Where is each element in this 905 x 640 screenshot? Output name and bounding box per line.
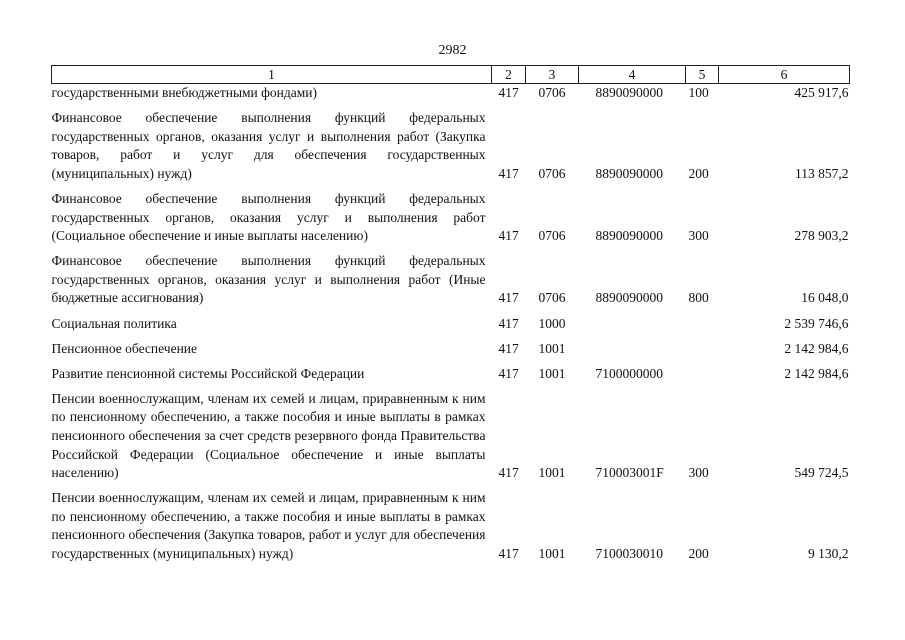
row-expense-type: 800 bbox=[688, 290, 709, 306]
row-target-article: 8890090000 bbox=[595, 165, 663, 181]
row-amount: 2 539 746,6 bbox=[784, 315, 849, 331]
header-row bbox=[52, 66, 850, 84]
page-number: 2982 bbox=[438, 43, 467, 58]
table-row bbox=[52, 383, 850, 482]
table-row bbox=[52, 246, 850, 308]
row-amount: 549 724,5 bbox=[794, 465, 849, 481]
row-description: Финансовое обеспечение выполнения функций федеральных государственных органов, оказания услуг и выполнения работ (Социальное обеспечение и иные выплаты населению) bbox=[51, 190, 486, 244]
row-grbs-code: 417 bbox=[498, 546, 519, 562]
row-expense-type: 300 bbox=[688, 228, 709, 244]
row-expense-type bbox=[686, 358, 719, 383]
row-description: Социальная политика bbox=[51, 315, 177, 331]
header-col-1: 1 bbox=[52, 66, 492, 84]
row-expense-type: 100 bbox=[688, 85, 709, 100]
row-target-article: 8890090000 bbox=[595, 290, 663, 306]
row-grbs-code: 417 bbox=[498, 165, 519, 181]
row-grbs-code: 417 bbox=[498, 290, 519, 306]
row-section-code: 0706 bbox=[538, 228, 566, 244]
table-row bbox=[52, 84, 850, 103]
row-expense-type bbox=[686, 333, 719, 358]
header-col-3: 3 bbox=[526, 66, 579, 84]
row-section-code: 1001 bbox=[538, 546, 566, 562]
row-target-article: 8890090000 bbox=[595, 228, 663, 244]
row-description: Финансовое обеспечение выполнения функций федеральных государственных органов, оказания услуг и выполнения работ (Иные бюджетные ассигнования) bbox=[51, 253, 486, 306]
row-target-article: 8890090000 bbox=[595, 85, 663, 100]
row-section-code: 0706 bbox=[538, 290, 566, 306]
row-section-code: 0706 bbox=[538, 85, 566, 100]
table-row bbox=[52, 183, 850, 245]
table-row bbox=[52, 483, 850, 564]
row-amount: 113 857,2 bbox=[795, 165, 849, 181]
row-section-code: 0706 bbox=[538, 165, 566, 181]
row-amount: 2 142 984,6 bbox=[784, 365, 849, 381]
row-description: Пенсионное обеспечение bbox=[51, 340, 198, 356]
row-grbs-code: 417 bbox=[498, 85, 519, 100]
row-section-code: 1001 bbox=[538, 465, 566, 481]
row-amount: 425 917,6 bbox=[794, 85, 849, 100]
row-grbs-code: 417 bbox=[498, 228, 519, 244]
row-amount: 9 130,2 bbox=[808, 546, 849, 562]
row-description: государственными внебюджетными фондами) bbox=[51, 85, 318, 100]
header-col-5: 5 bbox=[686, 66, 719, 84]
row-section-code: 1001 bbox=[538, 340, 566, 356]
row-amount: 2 142 984,6 bbox=[784, 340, 849, 356]
row-grbs-code: 417 bbox=[498, 465, 519, 481]
row-section-code: 1001 bbox=[538, 365, 566, 381]
row-amount: 16 048,0 bbox=[801, 290, 849, 306]
table-row bbox=[52, 358, 850, 383]
row-description: Развитие пенсионной системы Российской Федерации bbox=[51, 365, 365, 381]
row-grbs-code: 417 bbox=[498, 315, 519, 331]
row-section-code: 1000 bbox=[538, 315, 566, 331]
row-target-article: 7100030010 bbox=[595, 546, 663, 562]
row-grbs-code: 417 bbox=[498, 340, 519, 356]
table-row bbox=[52, 308, 850, 333]
row-amount: 278 903,2 bbox=[794, 228, 849, 244]
header-col-4: 4 bbox=[579, 66, 686, 84]
row-description: Пенсии военнослужащим, членам их семей и лицам, приравненным к ним по пенсионному обеспечению, а также пособия и иные выплаты в рамках пенсионного обеспечения за счет средств резервного фонда Правительства Российской Федерации (Социальное обеспечение и иные выплаты населению) bbox=[51, 390, 486, 481]
budget-table bbox=[51, 65, 850, 564]
table-row bbox=[52, 333, 850, 358]
row-description: Финансовое обеспечение выполнения функций федеральных государственных органов, оказания услуг и выполнения работ (Закупка товаров, работ и услуг для обеспечения государственных (муниципальных) нужд) bbox=[51, 110, 486, 181]
row-expense-type: 200 bbox=[688, 165, 709, 181]
row-expense-type bbox=[686, 308, 719, 333]
row-target-article: 710003001F bbox=[595, 465, 664, 481]
row-expense-type: 300 bbox=[688, 465, 709, 481]
row-description: Пенсии военнослужащим, членам их семей и лицам, приравненным к ним по пенсионному обеспечению, а также пособия и иные выплаты в рамках пенсионного обеспечения (Закупка товаров, работ и услуг для обеспечения государственных (муниципальных) нужд) bbox=[51, 490, 486, 562]
row-target-article: 7100000000 bbox=[595, 365, 663, 381]
row-expense-type: 200 bbox=[688, 546, 709, 562]
row-grbs-code: 417 bbox=[498, 365, 519, 381]
header-col-6: 6 bbox=[719, 66, 850, 84]
row-target-article bbox=[579, 308, 686, 333]
table-row bbox=[52, 103, 850, 184]
row-target-article bbox=[579, 333, 686, 358]
header-col-2: 2 bbox=[492, 66, 526, 84]
